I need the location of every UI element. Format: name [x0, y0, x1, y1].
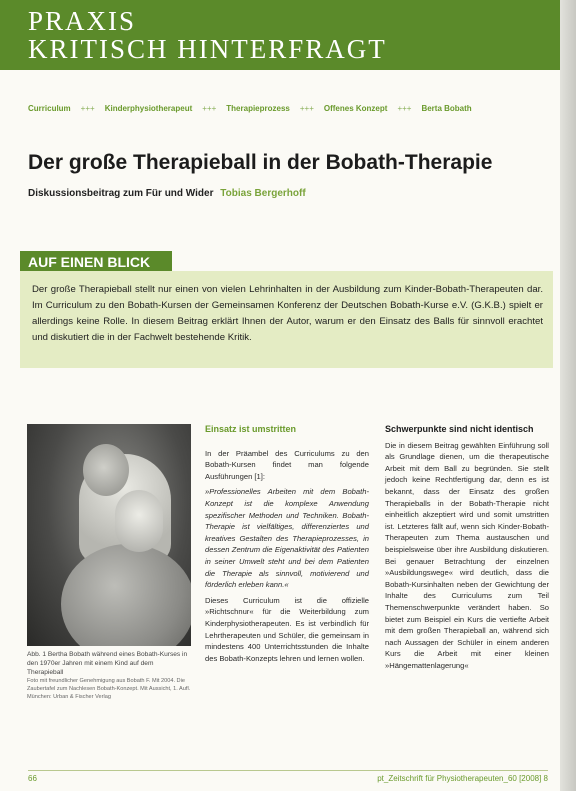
section-title-kritisch: KRITISCH HINTERFRAGT [28, 34, 387, 64]
footer-divider [28, 770, 548, 771]
keyword-separator: +++ [80, 103, 95, 113]
section-header-band [0, 0, 560, 70]
author-name: Tobias Bergerhoff [220, 188, 306, 199]
keyword-berta-bobath: Berta Bobath [421, 103, 472, 113]
figure-credit: Foto mit freundlicher Genehmigung aus Bobath F. Mit 2004. Die Zaubertafel zum Nachlesen Bobath-Konzept. Mit Aussicht, 1. Aufl. München: Urban & Fischer Verlag [27, 678, 191, 700]
article-title: Der große Therapieball in der Bobath-Therapie [28, 151, 493, 174]
figure-caption [27, 650, 191, 701]
figure-caption-text: Abb. 1 Bertha Bobath während eines Bobath-Kurses in den 1970er Jahren mit einem Kind auf dem Therapieball [27, 651, 188, 676]
keyword-offenes-konzept: Offenes Konzept [323, 103, 388, 113]
keyword-separator: +++ [202, 103, 217, 113]
keyword-kinderphysiotherapeut: Kinderphysiotherapeut [104, 103, 193, 113]
page-edge-shadow [560, 0, 576, 791]
subtitle-text: Diskussionsbeitrag zum Für und Wider [28, 188, 214, 199]
page-number: 66 [28, 774, 37, 783]
column-1-intro: In der Präambel des Curriculums zu den Bobath-Kursen findet man folgende Ausführungen [1]: [205, 448, 369, 481]
bobath-photo [27, 424, 191, 646]
photo-therapist-head [83, 444, 129, 496]
curriculum-quote: »Professionelles Arbeiten mit dem Bobath-Konzept ist die komplexe Anwendung spezifischer Methoden und Techniken. Bobath-Therapie ist vielfältiges, differenziertes und kreatives Gestalten des Therapieprozesses, in dessen Zentrum die Eigenaktivität des Patienten in seiner Umwelt steht und bei dem Patienten die Therapie als sinnvoll, motivierend und förderlich erleben kann.« [205, 487, 369, 590]
glance-summary-text: Der große Therapieball stellt nur einen von vielen Lehrinhalten in der Ausbildung zum Kinder-Bobath-Therapeuten dar. Im Curriculum zu den Bobath-Kursen der Gemeinsamen Konferenz der Deutschen Bobath-Kurse e.V. (G.K.B.) spielt er allerdings keine Rolle. In diesem Beitrag erklärt Ihnen der Autor, warum er den Einsatz des Balls für sinnvoll erachtet und diskutiert die in der Fachwelt bestehende Kritik. [32, 284, 543, 343]
article-column-1 [205, 424, 369, 668]
photo-child-figure [115, 490, 163, 552]
section-title-praxis: PRAXIS [28, 6, 137, 36]
article-column-2 [385, 424, 549, 675]
keyword-breadcrumb [28, 101, 548, 115]
column-2-heading: Schwerpunkte sind nicht identisch [385, 424, 534, 434]
glance-summary-box [20, 271, 553, 368]
column-2-body: Die in diesem Beitrag gewählten Einführung soll als Grundlage dienen, um die therapeutische Arbeit mit dem Ball zu begründen. Sie stellt jedoch keine Rechtfertigung dar, denn es ist bekannt, dass der Einsatz des großen Therapieballs in der Bobath-Therapie nicht einheitlich akzeptiert wird und somit umstritten ist. Letzteres fällt auf, wenn sich Kinder-Bobath-Therapeuten zum Thema austauschen und beispielsweise über ihre Ausbildung diskutieren. Bei genauer Betrachtung der einzelnen »Ausbildungswege« wird deutlich, dass die Bobath-Kursinhalten neben der Gewichtung der Inhalte des Curriculums zum Teil Themenschwerpunkte verändert haben. So bietet zum Beispiel ein Kurs die vertiefte Arbeit mit dem großen Therapieball an, während sich nach Aussagen der Schüler in einem anderen Kurs die Arbeit mit einer kleinen »Hängemattenlagerung« [385, 440, 549, 670]
keyword-separator: +++ [299, 103, 314, 113]
column-1-body: Dieses Curriculum ist die offizielle »Richtschnur« für die Weiterbildung zum Kinderphysiotherapeuten. Es ist verbindlich für Lehrtherapeuten und Schüler, die gemeinsam in mindestens 400 Unterrichtsstunden die Inhalte des Bobath-Konzepts lehren und lernen wollen. [205, 595, 369, 663]
keyword-curriculum: Curriculum [28, 103, 71, 113]
photo-therapy-ball [61, 544, 191, 646]
keyword-therapieprozess: Therapieprozess [226, 103, 290, 113]
journal-reference: pt_Zeitschrift für Physiotherapeuten_60 [2008] 8 [377, 774, 548, 783]
article-subtitle [28, 188, 548, 199]
keyword-separator: +++ [397, 103, 412, 113]
glance-label: AUF EINEN BLICK [20, 251, 172, 273]
column-1-heading: Einsatz ist umstritten [205, 424, 297, 434]
